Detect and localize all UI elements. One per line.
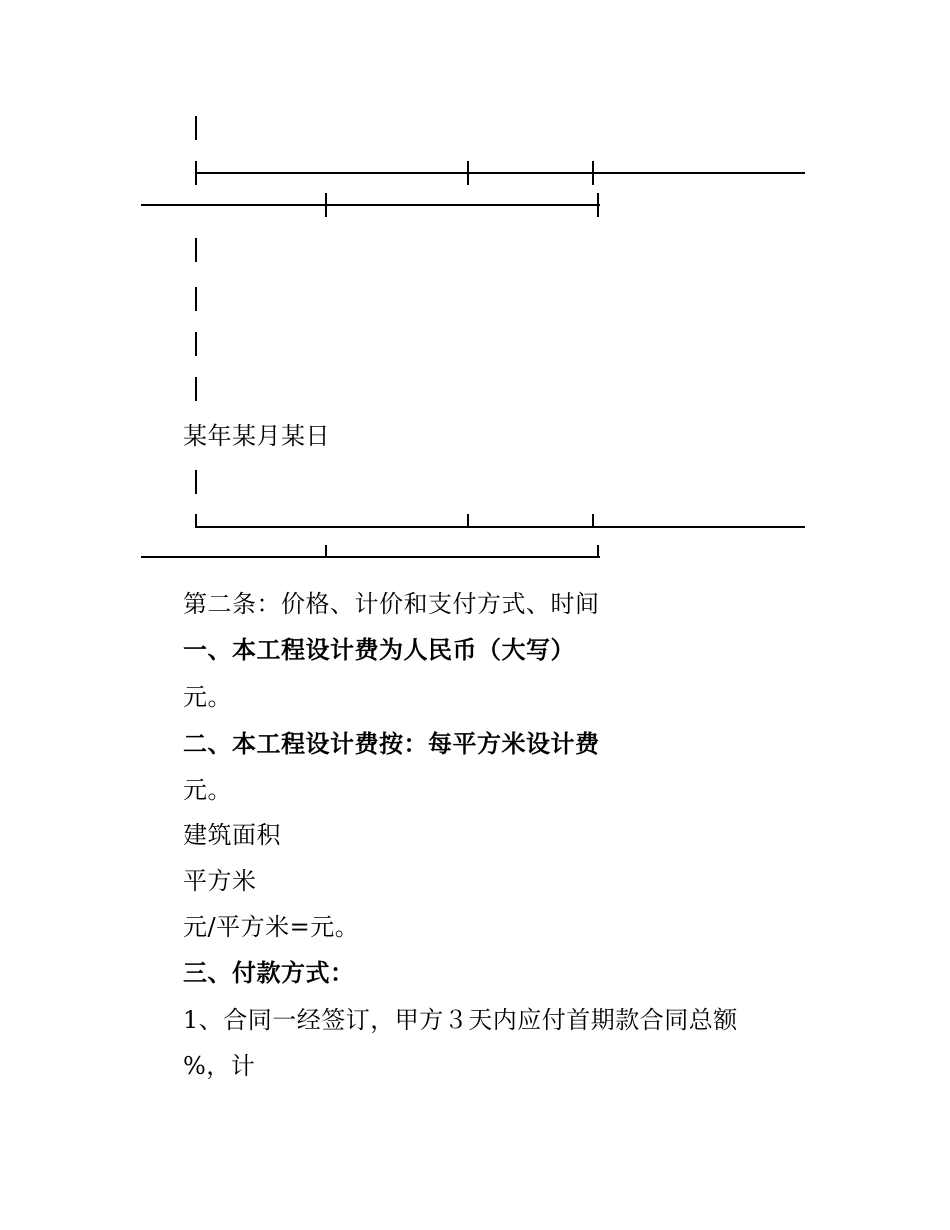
table-column-divider <box>467 161 469 185</box>
item3-label: 三、付款方式： <box>183 959 355 987</box>
payment-clause-1-cont: %，计 <box>183 1052 256 1080</box>
table-column-divider <box>592 161 594 185</box>
table-column-divider <box>325 193 327 217</box>
table-row-divider <box>141 204 600 206</box>
area-label: 建筑面积 <box>183 821 281 849</box>
table-border-left <box>195 287 197 311</box>
table-border-right <box>597 193 599 217</box>
table-bottom-border <box>195 526 805 528</box>
table-border-left <box>195 116 197 140</box>
table-border-left <box>195 377 197 401</box>
article-heading: 第二条：价格、计价和支付方式、时间 <box>183 590 600 618</box>
table-column-divider <box>467 514 469 528</box>
area-unit: 平方米 <box>183 867 257 895</box>
table-border-left <box>195 238 197 262</box>
item2-suffix: 元。 <box>183 776 232 804</box>
date-cell-text: 某年某月某日 <box>183 422 330 450</box>
item2-label: 二、本工程设计费按：每平方米设计费 <box>183 730 600 758</box>
table-border-left <box>195 470 197 494</box>
item1-suffix: 元。 <box>183 683 232 711</box>
table-border-right <box>597 545 599 558</box>
table-row-divider <box>195 172 805 174</box>
table-border-left <box>195 332 197 356</box>
payment-clause-1: 1、合同一经签订，甲方３天内应付首期款合同总额 <box>183 1006 738 1034</box>
item1-label: 一、本工程设计费为人民币（大写） <box>183 636 575 664</box>
table-column-divider <box>325 545 327 558</box>
table-bottom-border <box>141 556 600 558</box>
fee-formula: 元/平方米=元。 <box>183 913 360 941</box>
table-column-divider <box>592 514 594 528</box>
